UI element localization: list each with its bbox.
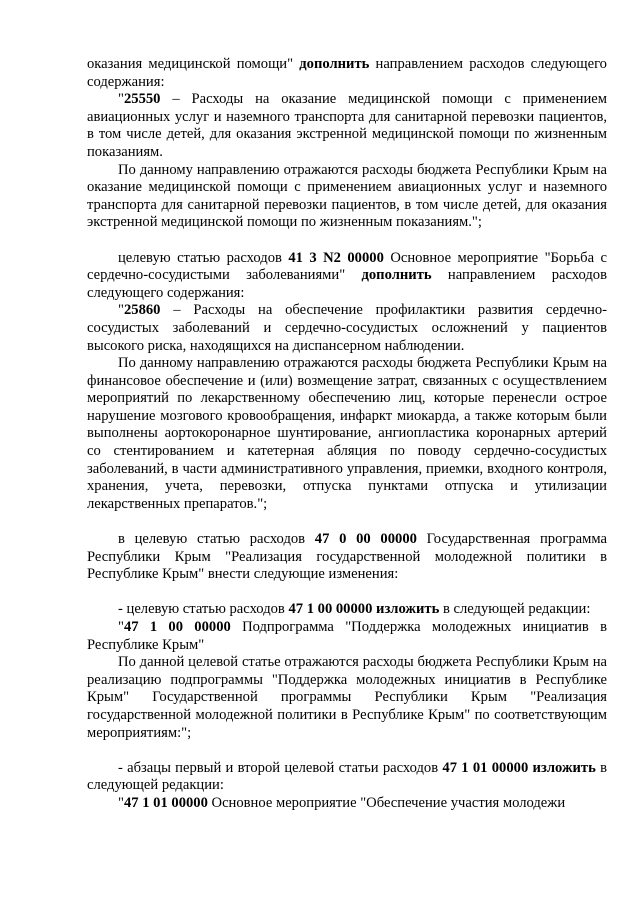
paragraph-7 [87,531,607,584]
article-code: 47 1 01 00000 [123,794,208,811]
paragraph-9: "47 1 00 00000 Подпрограмма "Поддержка молодежных инициатив в Республике Крым" [87,619,607,653]
text: направлением расходов следующего содержания: [87,267,607,301]
paragraph-2: "25550 – Расходы на оказание медицинской помощи с применением авиационных услуг и наземного транспорта для санитарной перевозки пациентов, в том числе детей, для оказания экстренной медицинской помощи по жизненным показаниям. [87,91,607,160]
keyword-set: изложить [532,759,596,776]
paragraph-3: По данному направлению отражаются расходы бюджета Республики Крым на оказание медицинской помощи с применением авиационных услуг и наземного транспорта для санитарной перевозки пациентов, в том числе детей, для оказания экстренной медицинской помощи по жизненным показаниям."; [87,161,607,231]
paragraph-11 [87,760,607,795]
paragraph-10: По данной целевой статье отражаются расходы бюджета Республики Крым на реализацию подпрограммы "Поддержка молодежных инициатив в Республике Крым" Государственной программы Республики Крым "Реализация государственной молодежной политики в Республике Крым" по соответствующим мероприятиям:"; [87,654,607,741]
paragraph-4 [87,250,607,303]
text: – Расходы на обеспечение профилактики развития сердечно-сосудистых заболеваний и сердечно-сосудистых осложнений у пациентов высокого риска, находящихся на диспансерном наблюдении. [87,302,607,354]
text: - целевую статью расходов [118,601,289,618]
text: направлением расходов следующего содержания: [87,56,607,90]
spacer [87,513,607,531]
text: в следующей редакции: [87,759,608,794]
text: Основное мероприятие "Борьба с сердечно-сосудистыми заболеваниями" [87,249,607,284]
article-code: 47 1 00 00000 [123,619,231,635]
text: Подпрограмма "Поддержка молодежных инициатив в Республике Крым" [87,619,607,653]
paragraph-5: "25860 – Расходы на обеспечение профилактики развития сердечно-сосудистых заболеваний и сердечно-сосудистых осложнений у пациентов высокого риска, находящихся на диспансерном наблюдении. [87,302,607,354]
text: в следующей редакции: [439,601,591,618]
text: – Расходы на оказание медицинской помощи с применением авиационных услуг и наземного транспорта для санитарной перевозки пациентов, в том числе детей, для оказания экстренной медицинской помощи по жизненным показаниям. [87,91,607,160]
text: Государственная программа Республики Крым "Реализация государственной молодежной политики в Республике Крым" внести следующие изменения: [87,531,607,583]
expense-code: 25550 [123,91,161,108]
text: - абзацы первый и второй целевой статьи расходов [118,759,443,776]
spacer [87,742,607,760]
article-code: 41 3 N2 00000 [288,249,384,266]
keyword-add: дополнить [299,56,370,72]
spacer [87,232,607,250]
text: Основное мероприятие "Обеспечение участия молодежи [207,794,566,811]
document-page [87,56,607,813]
paragraph-12: "47 1 01 00000 Основное мероприятие "Обеспечение участия молодежи [118,794,566,811]
paragraph-8 [87,601,607,619]
expense-code: 25860 [123,302,161,319]
keyword-set: изложить [376,601,440,618]
paragraph-6: По данному направлению отражаются расходы бюджета Республики Крым на финансовое обеспечение и (или) возмещение затрат, связанных с осуществлением мероприятий по лекарственному обеспечению лиц, которые перенесли острое нарушение мозгового кровообращения, инфаркт миокарда, а также которым были выполнены аортокоронарное шунтирование, ангиопластика коронарных артерий со стентированием и катетерная абляция по поводу сердечно-сосудистых заболеваний, в части административного управления, приемки, входного контроля, хранения, учета, перевозки, отпуска пунктами отпуска и утилизации лекарственных препаратов."; [87,355,607,512]
text: в целевую статью расходов [118,531,315,548]
paragraph-1 [87,56,607,91]
keyword-add: дополнить [361,267,432,284]
spacer [87,584,607,602]
text: оказания медицинской помощи" [87,56,300,72]
article-code: 47 1 01 00000 [442,759,529,776]
article-code: 47 1 00 00000 [288,601,373,618]
article-code: 47 0 00 00000 [314,531,417,548]
text: целевую статью расходов [118,249,289,266]
